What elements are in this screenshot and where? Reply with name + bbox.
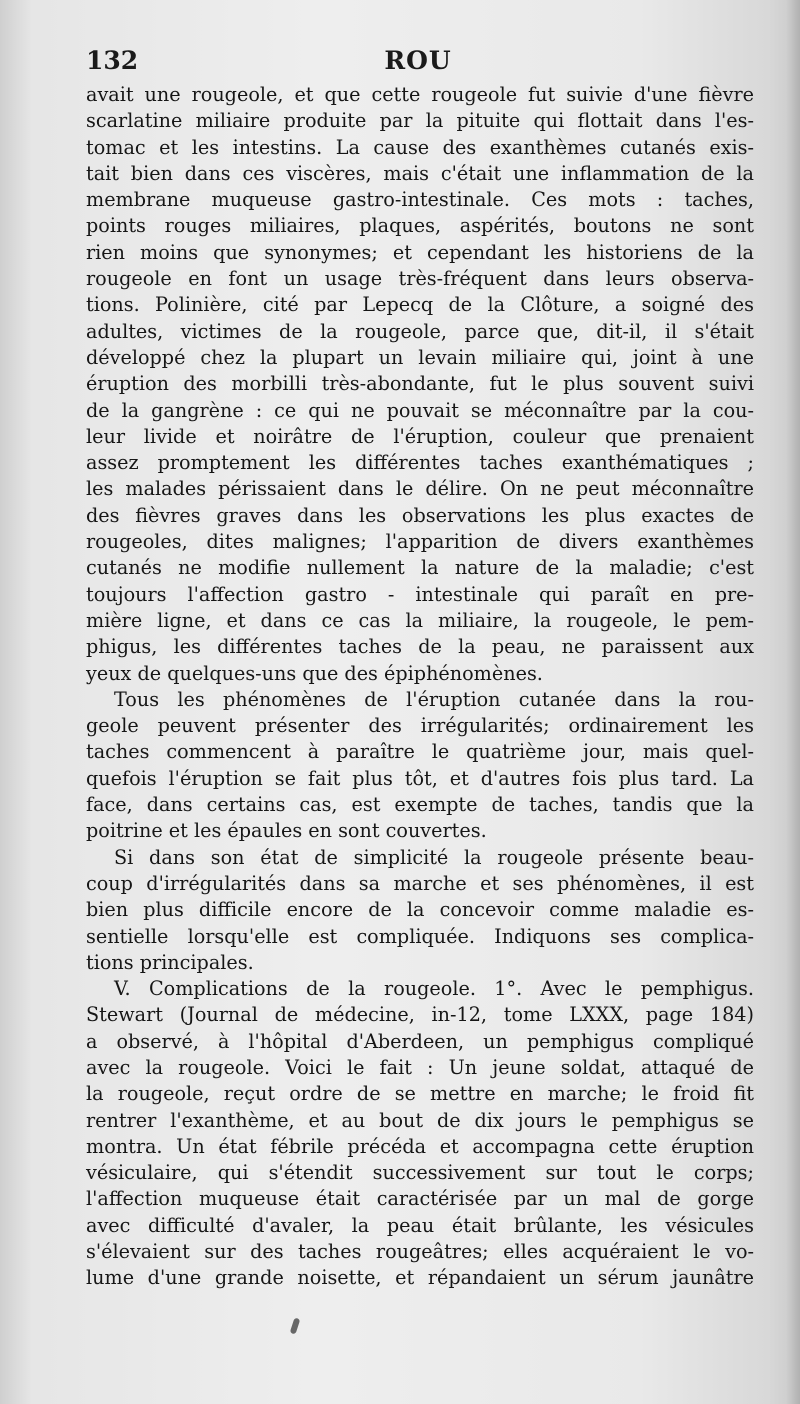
text-line: montra. Un état fébrile précéda et accompagna cette éruption: [86, 1134, 754, 1158]
text-line: Stewart (Journal de médecine, in-12, tome LXXX, page 184): [86, 1003, 754, 1027]
text-line: la rougeole, reçut ordre de se mettre en marche; le froid fit: [86, 1082, 754, 1106]
text-line: points rouges miliaires, plaques, aspérités, boutons ne sont: [86, 214, 754, 238]
text-line: leur livide et noirâtre de l'éruption, couleur que prenaient: [86, 424, 754, 448]
text-line: taches commencent à paraître le quatrième jour, mais quel-: [86, 740, 754, 764]
text-line: scarlatine miliaire produite par la pituite qui flottait dans l'es-: [86, 109, 754, 133]
text-line: yeux de quelques-uns que des épiphénomènes.: [86, 661, 543, 685]
text-line: rien moins que synonymes; et cependant les historiens de la: [86, 240, 754, 264]
text-line: l'affection muqueuse était caractérisée par un mal de gorge: [86, 1187, 754, 1211]
text-line: développé chez la plupart un levain miliaire qui, joint à une: [86, 345, 754, 369]
text-line: face, dans certains cas, est exempte de taches, tandis que la: [86, 793, 754, 817]
text-line: cutanés ne modifie nullement la nature de la maladie; c'est: [86, 556, 754, 580]
text-line: a observé, à l'hôpital d'Aberdeen, un pemphigus compliqué: [86, 1029, 754, 1053]
text-line: tions. Polinière, cité par Lepecq de la Clôture, a soigné des: [86, 293, 754, 317]
text-line: avec la rougeole. Voici le fait : Un jeune soldat, attaqué de: [86, 1055, 754, 1079]
text-line: assez promptement les différentes taches exanthématiques ;: [86, 451, 754, 475]
text-line: vésiculaire, qui s'étendit successivement sur tout le corps;: [86, 1161, 754, 1185]
text-line: Tous les phénomènes de l'éruption cutanée dans la rou-: [114, 687, 754, 711]
text-line: toujours l'affection gastro - intestinale qui paraît en pre-: [86, 582, 754, 606]
text-line: rougeoles, dites malignes; l'apparition de divers exanthèmes: [86, 530, 754, 554]
running-head: ROU: [384, 46, 452, 75]
text-line: phigus, les différentes taches de la peau, ne paraissent aux: [86, 635, 754, 659]
text-line: geole peuvent présenter des irrégularités; ordinairement les: [86, 714, 754, 738]
text-line: bien plus difficile encore de la concevoir comme maladie es-: [86, 898, 754, 922]
text-line: rougeole en font un usage très-fréquent dans leurs observa-: [86, 267, 754, 291]
text-line: les malades périssaient dans le délire. On ne peut méconnaître: [86, 477, 754, 501]
text-line: mière ligne, et dans ce cas la miliaire, la rougeole, le pem-: [86, 608, 754, 632]
text-line: adultes, victimes de la rougeole, parce que, dit-il, il s'était: [86, 319, 754, 343]
page-edge-shadow: [786, 0, 800, 1404]
text-line: sentielle lorsqu'elle est compliquée. Indiquons ses complica-: [86, 924, 754, 948]
text-line: avait une rougeole, et que cette rougeole fut suivie d'une fièvre: [86, 83, 754, 106]
text-line: poitrine et les épaules en sont couvertes.: [86, 819, 487, 843]
text-line: s'élevaient sur des taches rougeâtres; elles acquéraient le vo-: [86, 1240, 754, 1264]
text-line: lume d'une grande noisette, et répandaient un sérum jaunâtre: [86, 1266, 754, 1290]
text-line: avec difficulté d'avaler, la peau était brûlante, les vésicules: [86, 1213, 754, 1237]
text-line: coup d'irrégularités dans sa marche et ses phénomènes, il est: [86, 871, 754, 895]
text-line: Si dans son état de simplicité la rougeole présente beau-: [114, 845, 754, 869]
ink-mark: [290, 1317, 301, 1334]
text-line: éruption des morbilli très-abondante, fut le plus souvent suivi: [86, 372, 754, 396]
text-line: tomac et les intestins. La cause des exanthèmes cutanés exis-: [86, 135, 754, 159]
text-line: tions principales.: [86, 950, 254, 974]
body-text: [86, 82, 754, 1292]
text-line: des fièvres graves dans les observations les plus exactes de: [86, 503, 754, 527]
page-number: 132: [86, 46, 139, 75]
text-line: membrane muqueuse gastro-intestinale. Ces mots : taches,: [86, 188, 754, 212]
text-line: quefois l'éruption se fait plus tôt, et d'autres fois plus tard. La: [86, 766, 754, 790]
page-header: [86, 46, 750, 86]
text-line: rentrer l'exanthème, et au bout de dix jours le pemphigus se: [86, 1108, 754, 1132]
text-line: V. Complications de la rougeole. 1°. Avec le pemphigus.: [114, 977, 754, 1001]
text-line: de la gangrène : ce qui ne pouvait se méconnaître par la cou-: [86, 398, 754, 422]
text-line: tait bien dans ces viscères, mais c'était une inflammation de la: [86, 161, 754, 185]
